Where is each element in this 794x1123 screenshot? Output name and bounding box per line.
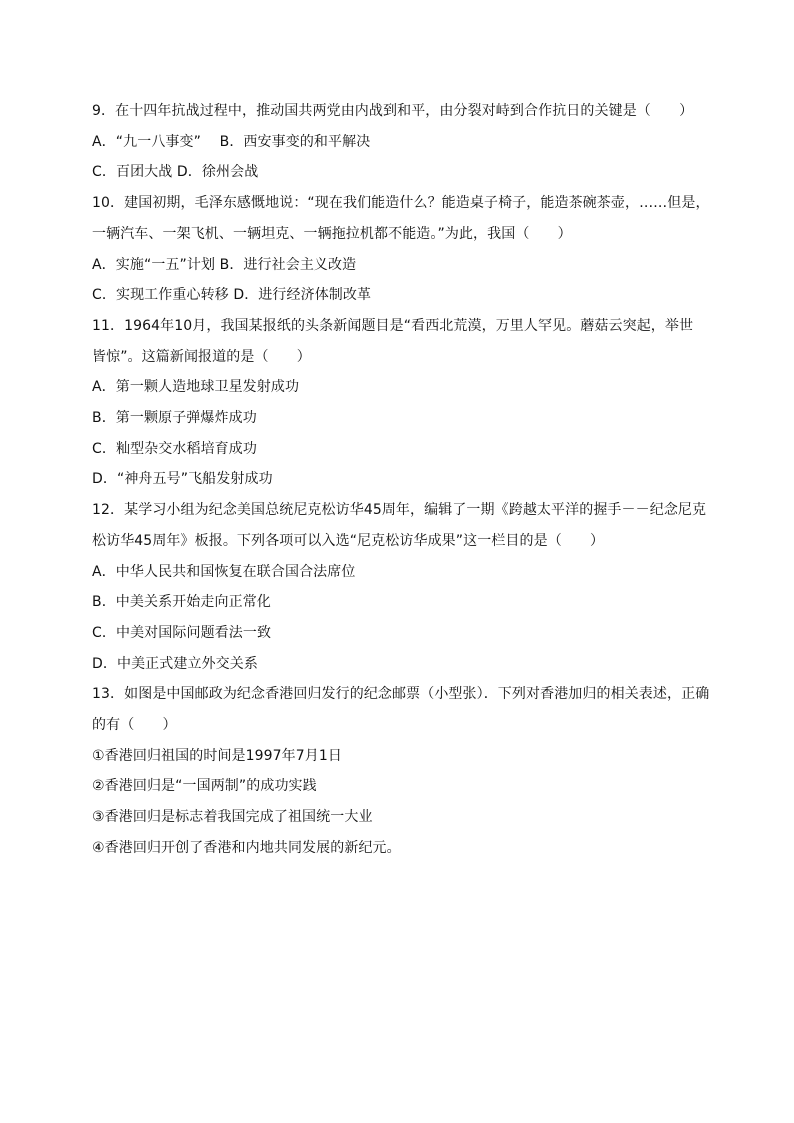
- question-11-option-d: D．“神舟五号”飞船发射成功: [92, 471, 273, 488]
- question-10-stem-line-2: 一辆汽车、一架飞机、一辆坦克、一辆拖拉机都不能造。”为此，我国（ ）: [92, 225, 572, 242]
- question-9-option-line-2: C．百团大战 D．徐州会战: [92, 164, 259, 181]
- question-9-stem-line-1: 9．在十四年抗战过程中，推动国共两党由内战到和平，由分裂对峙到合作抗日的关键是（ ）: [92, 103, 694, 119]
- question-list: [92, 96, 710, 864]
- question-10-option-line-2: C．实现工作重心转移 D．进行经济体制改革: [92, 287, 372, 304]
- question-12: [92, 495, 707, 679]
- question-11-option-a: A．第一颗人造地球卫星发射成功: [92, 379, 300, 396]
- question-10-option-line-1: A．实施“一五”计划 B．进行社会主义改造: [92, 256, 357, 273]
- question-12-option-a: A．中华人民共和国恢复在联合国合法席位: [92, 563, 356, 580]
- question-11-stem-line-1: 11．1964年10月，我国某报纸的头条新闻题目是“看西北荒漠，万里人罕见。蘑菇云突起，举世: [92, 317, 694, 334]
- question-13-stem-line-2: 的有（ ）: [92, 717, 177, 734]
- question-12-option-c: C．中美对国际问题看法一致: [92, 624, 272, 641]
- question-9-option-line-1: A．“九一八事变” B．西安事变的和平解决: [92, 133, 371, 150]
- question-13-statement-2: ②香港回归是“一国两制”的成功实践: [92, 778, 317, 795]
- question-13-stem-line-1: 13．如图是中国邮政为纪念香港回归发行的纪念邮票（小型张）．下列对香港加归的相关表述，正确: [92, 686, 710, 703]
- question-12-stem-line-2: 松访华45周年》板报。下列各项可以入选“尼克松访华成果”这一栏目的是（ ）: [92, 532, 605, 549]
- question-12-stem-line-1: 12．某学习小组为纪念美国总统尼克松访华45周年，编辑了一期《跨越太平洋的握手－－纪念尼克: [92, 502, 707, 519]
- question-11-stem-line-2: 皆惊”。这篇新闻报道的是（ ）: [92, 348, 311, 365]
- question-10: [92, 188, 710, 311]
- question-13-statement-1: ①香港回归祖国的时间是1997年7月1日: [92, 747, 342, 764]
- question-9: [92, 96, 702, 188]
- question-13-statement-4: ④香港回归开创了香港和内地共同发展的新纪元。: [92, 839, 401, 856]
- question-11-option-c: C．籼型杂交水稻培育成功: [92, 440, 257, 457]
- question-13: [92, 679, 710, 863]
- question-11-option-b: B．第一颗原子弹爆炸成功: [92, 410, 257, 427]
- question-11: [92, 311, 702, 495]
- question-13-statement-3: ③香港回归是标志着我国完成了祖国统一大业: [92, 809, 373, 826]
- question-12-option-d: D．中美正式建立外交关系: [92, 655, 258, 672]
- question-10-stem-line-1: 10．建国初期，毛泽东感慨地说：“现在我们能造什么？能造桌子椅子，能造茶碗茶壶，……但是，: [92, 195, 710, 212]
- question-12-option-b: B．中美关系开始走向正常化: [92, 594, 271, 611]
